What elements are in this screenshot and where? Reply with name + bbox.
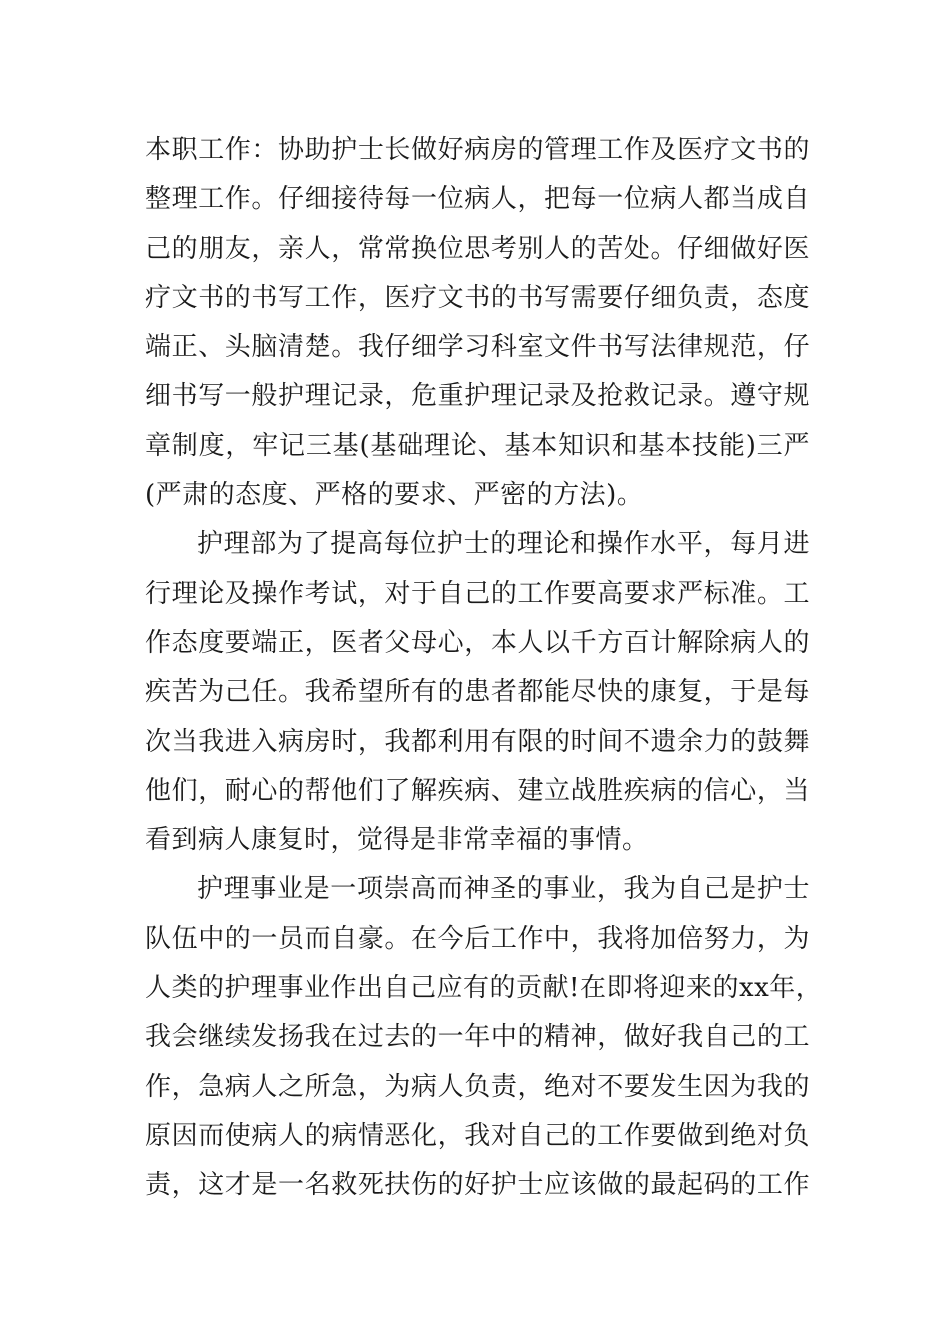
paragraph-2-line-2: 行理论及操作考试，对于自己的工作要高要求严标准。工	[145, 578, 810, 609]
paragraph-2-line-5: 次当我进入病房时，我都利用有限的时间不遗余力的鼓舞	[145, 726, 810, 757]
paragraph-2-line-6: 他们，耐心的帮他们了解疾病、建立战胜疾病的信心，当	[145, 775, 810, 806]
document-body	[145, 126, 823, 1211]
paragraph-3-line-1: 护理事业是一项崇高而神圣的事业，我为自己是护士	[197, 874, 810, 905]
paragraph-3-line-7: 责，这才是一名救死扶伤的好护士应该做的最起码的工作	[145, 1170, 810, 1201]
paragraph-2-line-1: 护理部为了提高每位护士的理论和操作水平，每月进	[197, 529, 810, 560]
paragraph-2-line-4: 疾苦为己任。我希望所有的患者都能尽快的康复，于是每	[145, 677, 810, 708]
paragraph-3-line-6: 原因而使病人的病情恶化，我对自己的工作要做到绝对负	[145, 1120, 810, 1151]
paragraph-1-line-8: (严肃的态度、严格的要求、严密的方法)。	[145, 480, 644, 511]
paragraph-2-line-3: 作态度要端正，医者父母心，本人以千方百计解除病人的	[145, 627, 810, 658]
paragraph-3-line-4: 我会继续发扬我在过去的一年中的精神，做好我自己的工	[145, 1022, 810, 1053]
paragraph-3-line-5: 作，急病人之所急，为病人负责，绝对不要发生因为我的	[145, 1071, 810, 1102]
paragraph-1-line-1: 本职工作：协助护士长做好病房的管理工作及医疗文书的	[145, 135, 810, 165]
paragraph-1-line-5: 端正、头脑清楚。我仔细学习科室文件书写法律规范，仔	[145, 332, 810, 363]
paragraph-1-line-7: 章制度，牢记三基(基础理论、基本知识和基本技能)三严	[145, 430, 810, 461]
paragraph-1-line-6: 细书写一般护理记录，危重护理记录及抢救记录。遵守规	[145, 381, 810, 412]
paragraph-2-line-7: 看到病人康复时，觉得是非常幸福的事情。	[145, 825, 649, 856]
paragraph-1-line-2: 整理工作。仔细接待每一位病人，把每一位病人都当成自	[145, 184, 810, 215]
paragraph-3-line-2: 队伍中的一员而自豪。在今后工作中，我将加倍努力，为	[145, 923, 810, 954]
paragraph-1-line-3: 己的朋友，亲人，常常换位思考别人的苦处。仔细做好医	[145, 233, 810, 264]
paragraph-3-line-3: 人类的护理事业作出自己应有的贡献!在即将迎来的xx年，	[145, 973, 823, 1004]
paragraph-1-line-4: 疗文书的书写工作，医疗文书的书写需要仔细负责，态度	[145, 282, 810, 313]
